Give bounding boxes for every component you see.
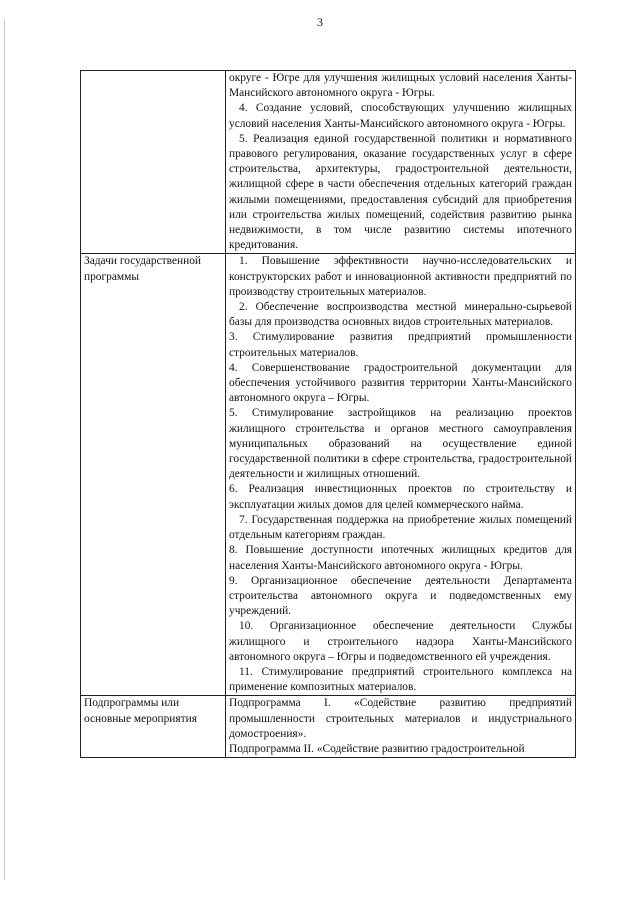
paragraph: Подпрограмма II. «Содействие развитию градостроительной: [229, 742, 525, 755]
row-label-cell: Подпрограммы или основные мероприятия: [81, 696, 226, 758]
paragraph: 11. Стимулирование предприятий строительного комплекса на применение композитных материалов.: [229, 665, 572, 694]
paragraph: 1. Повышение эффективности научно-исследовательских и конструкторских работ и инновационной активности предприятий по производству строительных материалов.: [229, 255, 572, 298]
table-row: [81, 254, 576, 696]
row-content-cell: [226, 71, 576, 254]
paragraph: 2. Обеспечение воспроизводства местной минерально-сырьевой базы для производства основных видов строительных материалов.: [229, 301, 572, 329]
table-row: [81, 71, 576, 254]
paragraph: 4. Совершенствование градостроительной документации для обеспечения устойчивого развития территории Ханты-Мансийского автономного округа – Югры.: [229, 361, 572, 405]
row-label-cell: Задачи государственной программы: [81, 254, 226, 696]
row-content-cell: [226, 696, 576, 758]
row-label-cell: [81, 71, 226, 254]
paragraph: 6. Реализация инвестиционных проектов по строительству и эксплуатации жилых домов для целей коммерческого найма.: [229, 483, 572, 511]
paragraph: 8. Повышение доступности ипотечных жилищных кредитов для населения Ханты-Мансийского автономного округа - Югры.: [229, 544, 572, 572]
paragraph: 5. Реализация единой государственной политики и нормативного правового регулирования, оказание государственных услуг в сфере строительства, архитектуры, градостроительной деятельности, жилищной сфере в части обеспечения отдельных категорий граждан жилыми помещениями, предоставления субсидий для приобретения или строительства жилых помещений, содействия развитию рынка недвижимости, в том числе развитию системы ипотечного кредитования.: [229, 132, 572, 252]
page-number: 3: [317, 15, 323, 29]
program-passport-table: [80, 70, 576, 758]
paragraph: округе - Югре для улучшения жилищных условий населения Ханты-Мансийского автономного округа - Югры.: [229, 72, 572, 100]
table-row: [81, 696, 576, 758]
row-content-cell: [226, 254, 576, 696]
paragraph: Подпрограмма I. «Содействие развитию предприятий промышленности строительных материалов и индустриального домостроения».: [229, 697, 572, 740]
paragraph: 3. Стимулирование развития предприятий промышленности строительных материалов.: [229, 331, 572, 359]
paragraph: 10. Организационное обеспечение деятельности Службы жилищного и строительного надзора Ханты-Мансийского автономного округа – Югры и подведомственного ей учреждения.: [229, 620, 572, 663]
scan-edge-line: [4, 20, 5, 880]
paragraph: 4. Создание условий, способствующих улучшению жилищных условий населения Ханты-Мансийского автономного округа - Югры.: [229, 102, 572, 130]
paragraph: 5. Стимулирование застройщиков на реализацию проектов жилищного строительства и органов местного самоуправления муниципальных образований на осуществление единой государственной политики в сфере строительства, градостроительной деятельности и жилищных отношений.: [229, 407, 572, 481]
paragraph: 7. Государственная поддержка на приобретение жилых помещений отдельным категориям граждан.: [229, 513, 572, 542]
paragraph: 9. Организационное обеспечение деятельности Департамента строительства автономного округа и подведомственных ему учреждений.: [229, 574, 572, 618]
